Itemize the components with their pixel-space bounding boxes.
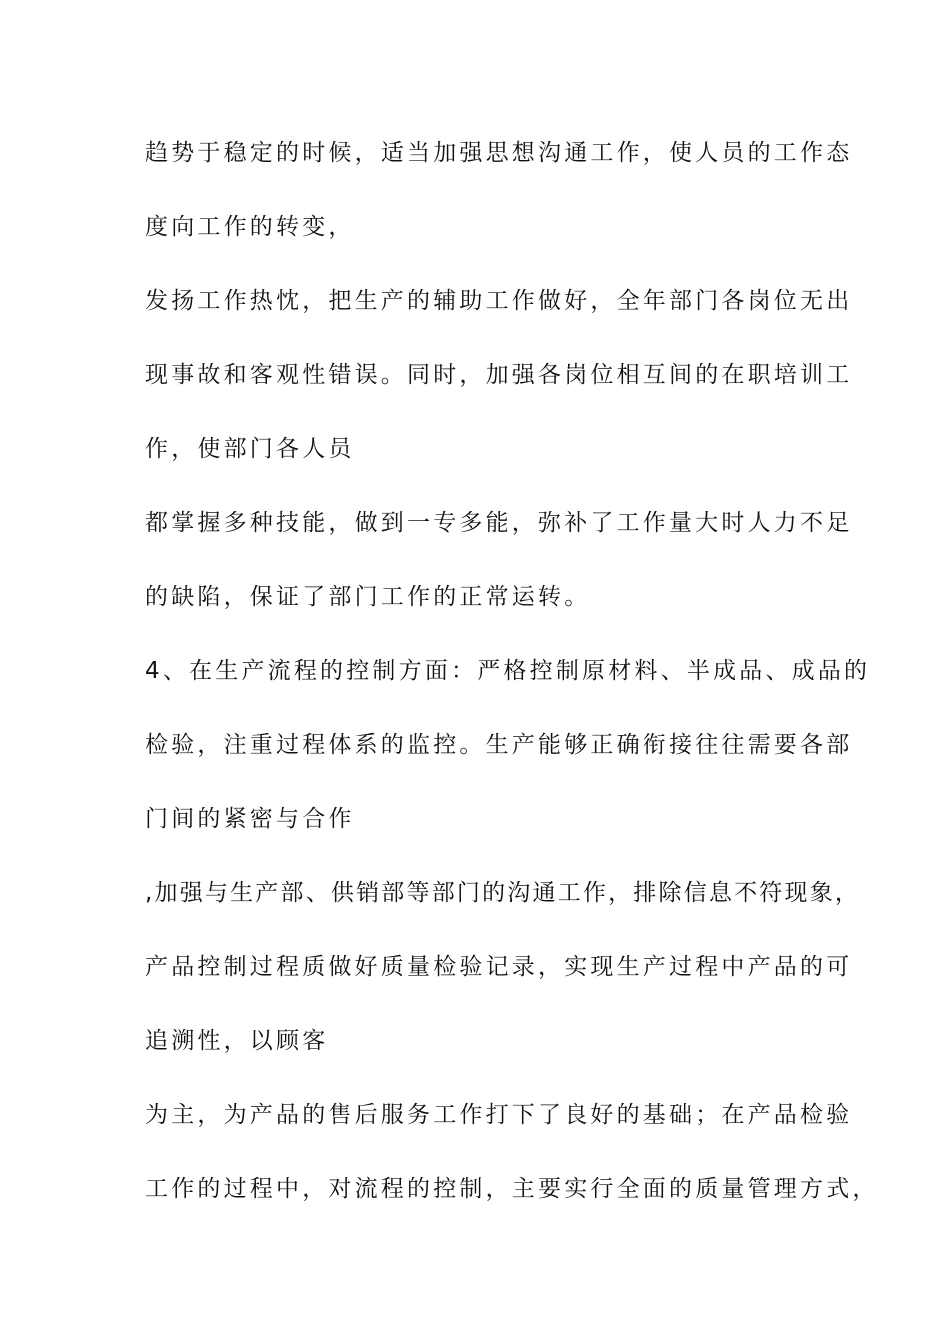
text-line: 趋势于稳定的时候，适当加强思想沟通工作，使人员的工作态 [145, 140, 853, 166]
text-line: 都掌握多种技能，做到一专多能，弥补了工作量大时人力不足 [145, 510, 853, 536]
text-line: 工作的过程中，对流程的控制，主要实行全面的质量管理方式， [145, 1176, 879, 1202]
text-line: 度向工作的转变， [145, 214, 355, 240]
text-line: 的缺陷，保证了部门工作的正常运转。 [145, 584, 591, 610]
text-line: 为主，为产品的售后服务工作打下了良好的基础；在产品检验 [145, 1102, 853, 1128]
text-line: 4、在生产流程的控制方面：严格控制原材料、半成品、成品的 [145, 658, 871, 684]
text-line: 门间的紧密与合作 [145, 806, 355, 832]
text-line: 检验，注重过程体系的监控。生产能够正确衔接往往需要各部 [145, 732, 853, 758]
text-line: 发扬工作热忱，把生产的辅助工作做好，全年部门各岗位无出 [145, 288, 853, 314]
text-line: 现事故和客观性错误。同时，加强各岗位相互间的在职培训工 [145, 362, 853, 388]
text-line: ,加强与生产部、供销部等部门的沟通工作，排除信息不符现象， [145, 880, 861, 906]
text-line: 产品控制过程质做好质量检验记录，实现生产过程中产品的可 [145, 954, 853, 980]
text-line: 作，使部门各人员 [145, 436, 355, 462]
text-line: 追溯性，以顾客 [145, 1028, 329, 1054]
